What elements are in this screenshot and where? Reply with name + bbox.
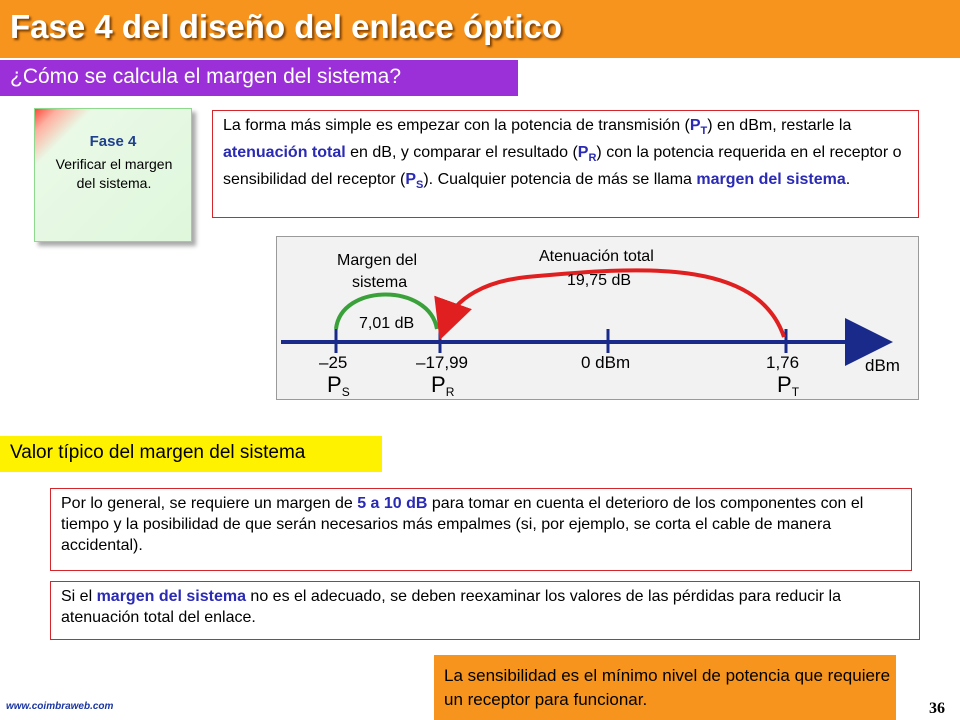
box1-text-4: ) con la potencia requerida en el receptor o sensibilidad del receptor ( (223, 144, 902, 189)
footer-url[interactable]: www.coimbraweb.com (6, 701, 114, 712)
diagram-svg (277, 237, 920, 401)
page-number: 36 (929, 700, 945, 717)
title-bar (0, 0, 960, 58)
box1-text-3: en dB, y comparar el resultado ( (345, 144, 578, 162)
highlight-range: 5 a 10 dB (357, 495, 428, 512)
pr-label: PR (431, 372, 455, 399)
subtitle-bar (0, 60, 518, 96)
highlight-atenuacion: atenuación total (223, 144, 346, 162)
inadequate-margin-box (50, 581, 920, 640)
typical-margin-box (50, 488, 912, 571)
margin-value: 7,01 dB (359, 315, 415, 332)
tick-ps-value: –25 (319, 353, 348, 372)
subtitle: ¿Cómo se calcula el margen del sistema? (10, 65, 402, 88)
sensitivity-note (434, 655, 896, 720)
phase-box (34, 108, 192, 242)
tick-zero-value: 0 dBm (581, 353, 631, 372)
ps-label: PS (327, 372, 350, 399)
atten-value: 19,75 dB (567, 272, 632, 289)
page-title: Fase 4 del diseño del enlace óptico (10, 8, 563, 45)
highlight-margen: margen del sistema (696, 171, 846, 189)
box3-text-1: Si el (61, 588, 97, 605)
ps-symbol: $P_S$ (405, 171, 424, 192)
tick-pr-value: –17,99 (416, 353, 468, 372)
tick-pt-value: 1,76 (766, 353, 800, 372)
explanation-box (212, 110, 919, 218)
box1-text-1: La forma más simple es empezar con la potencia de transmisión ( (223, 117, 690, 134)
box3-text-2: no es el adecuado, se deben reexaminar los valores de las pérdidas para reducir la atenuación total del enlace. (61, 588, 842, 626)
margin-label-1: Margen del (337, 252, 418, 269)
note-text: La sensibilidad es el mínimo nivel de potencia que requiere un receptor para funcionar. (444, 666, 891, 709)
section-bar (0, 436, 382, 472)
atten-label: Atenuación total (539, 248, 654, 265)
box1-text-6: . (845, 171, 851, 189)
box1-text-5: ). Cualquier potencia de más se llama (423, 171, 697, 189)
phase-title: Fase 4 (89, 133, 137, 150)
box2-text-2: para tomar en cuenta el deterioro de los componentes con el tiempo y la posibilidad de que serán necesarios más empalmes (si, por ejemplo, se corta el cable de manera accidental). (61, 495, 864, 554)
section-title: Valor típico del margen del sistema (10, 442, 306, 463)
pr-symbol: $P_R$ (577, 144, 597, 165)
highlight-margen-2: margen del sistema (96, 588, 246, 605)
box1-text-2: ) en dBm, restarle la (707, 117, 852, 134)
power-budget-diagram (276, 236, 919, 400)
phase-description: Verificar el margen del sistema. (55, 156, 173, 191)
margin-label-2: sistema (352, 274, 408, 291)
unit-label: dBm (865, 356, 900, 375)
box2-text-1: Por lo general, se requiere un margen de (61, 495, 358, 512)
pt-symbol: $P_T$ (689, 117, 708, 138)
pt-label: PT (777, 372, 800, 399)
